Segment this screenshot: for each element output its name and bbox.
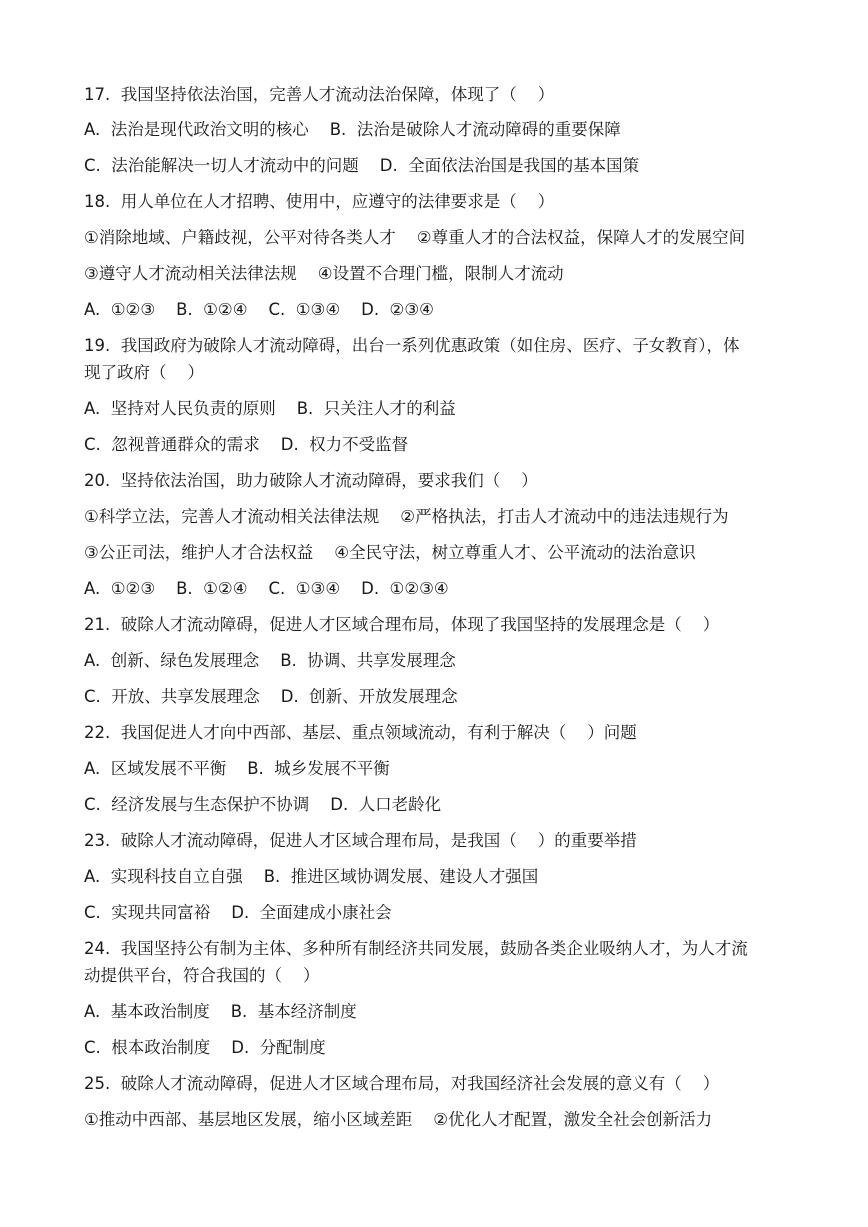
question-18-stem: 18. 用人单位在人才招聘、使用中，应遵守的法律要求是（ ） xyxy=(84,192,555,211)
question-22-options-ab: A. 区域发展不平衡 B. 城乡发展不平衡 xyxy=(84,759,390,778)
question-21-stem: 21. 破除人才流动障碍，促进人才区域合理布局，体现了我国坚持的发展理念是（ ） xyxy=(84,615,720,634)
question-24-options-ab: A. 基本政治制度 B. 基本经济制度 xyxy=(84,1002,357,1021)
question-19-stem-line1: 19. 我国政府为破除人才流动障碍，出台一系列优惠政策（如住房、医疗、子女教育），体 xyxy=(84,336,740,355)
question-20-options: A. ①②③ B. ①②④ C. ①③④ D. ①②③④ xyxy=(84,579,449,598)
question-20-items-12: ①科学立法，完善人才流动相关法律法规 ②严格执法，打击人才流动中的违法违规行为 xyxy=(84,507,729,526)
question-18-items-34: ③遵守人才流动相关法律法规 ④设置不合理门槛，限制人才流动 xyxy=(84,264,564,283)
question-23-stem: 23. 破除人才流动障碍，促进人才区域合理布局，是我国（ ）的重要举措 xyxy=(84,831,637,850)
question-19-options-ab: A. 坚持对人民负责的原则 B. 只关注人才的利益 xyxy=(84,399,456,418)
question-18-items-12: ①消除地域、户籍歧视，公平对待各类人才 ②尊重人才的合法权益，保障人才的发展空间 xyxy=(84,228,746,247)
question-22-options-cd: C. 经济发展与生态保护不协调 D. 人口老龄化 xyxy=(84,795,442,814)
question-25-stem: 25. 破除人才流动障碍，促进人才区域合理布局，对我国经济社会发展的意义有（ ） xyxy=(84,1074,720,1093)
question-23-options-cd: C. 实现共同富裕 D. 全面建成小康社会 xyxy=(84,903,392,922)
question-23-options-ab: A. 实现科技自立自强 B. 推进区域协调发展、建设人才强国 xyxy=(84,867,539,886)
question-20-stem: 20. 坚持依法治国，助力破除人才流动障碍，要求我们（ ） xyxy=(84,471,538,490)
question-19-options-cd: C. 忽视普通群众的需求 D. 权力不受监督 xyxy=(84,435,409,454)
question-17-options-ab: A. 法治是现代政治文明的核心 B. 法治是破除人才流动障碍的重要保障 xyxy=(84,120,621,139)
question-21-options-cd: C. 开放、共享发展理念 D. 创新、开放发展理念 xyxy=(84,687,458,706)
question-17-options-cd: C. 法治能解决一切人才流动中的问题 D. 全面依法治国是我国的基本国策 xyxy=(84,156,640,175)
question-19-stem-line2: 现了政府（ ） xyxy=(84,363,204,382)
question-24-options-cd: C. 根本政治制度 D. 分配制度 xyxy=(84,1038,326,1057)
question-17-stem: 17. 我国坚持依法治国，完善人才流动法治保障，体现了（ ） xyxy=(84,85,555,104)
question-21-options-ab: A. 创新、绿色发展理念 B. 协调、共享发展理念 xyxy=(84,651,456,670)
question-24-stem-line1: 24. 我国坚持公有制为主体、多种所有制经济共同发展，鼓励各类企业吸纳人才，为人才流 xyxy=(84,939,748,958)
question-22-stem: 22. 我国促进人才向中西部、基层、重点领域流动，有利于解决（ ）问题 xyxy=(84,723,637,742)
question-24-stem-line2: 动提供平台，符合我国的（ ） xyxy=(84,966,320,985)
question-25-items-12: ①推动中西部、基层地区发展，缩小区域差距 ②优化人才配置，激发全社会创新活力 xyxy=(84,1110,713,1129)
question-20-items-34: ③公正司法，维护人才合法权益 ④全民守法，树立尊重人才、公平流动的法治意识 xyxy=(84,543,696,562)
question-18-options: A. ①②③ B. ①②④ C. ①③④ D. ②③④ xyxy=(84,300,434,319)
